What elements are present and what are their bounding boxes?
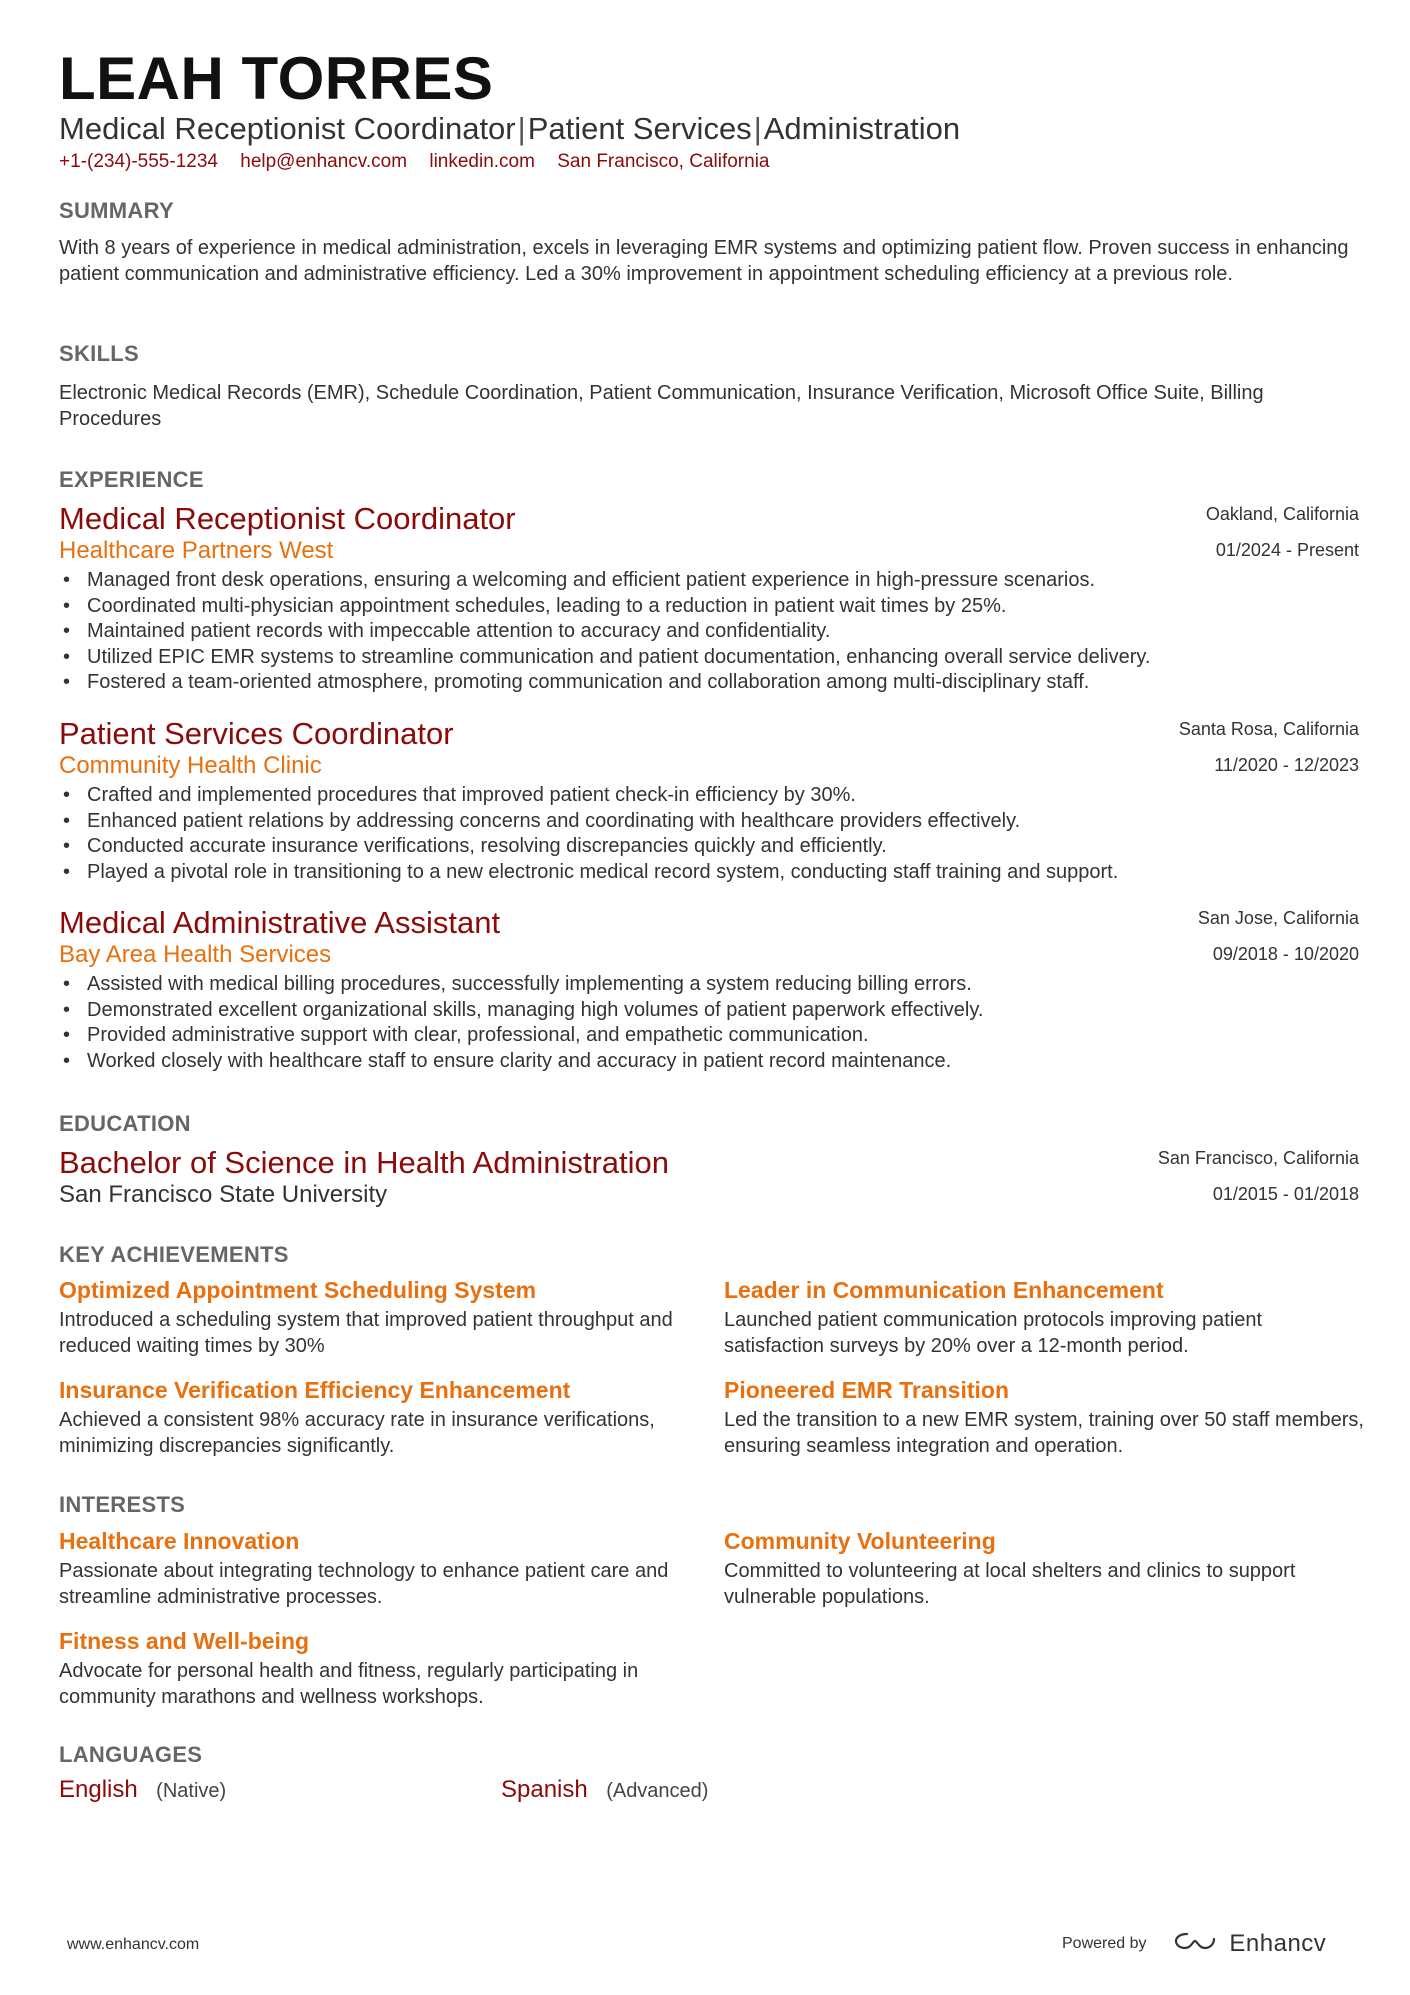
language-item — [59, 1776, 226, 1804]
degree-title: Bachelor of Science in Health Administration — [59, 1145, 669, 1180]
interest-title: Fitness and Well-being — [59, 1628, 310, 1654]
interest-desc: Committed to volunteering at local shelters and clinics to support vulnerable populations. — [724, 1560, 1296, 1608]
job-bullet: • Provided administrative support with clear, professional, and empathetic communication. — [59, 1023, 1359, 1049]
headline — [59, 110, 960, 148]
headline-separator: | — [517, 111, 526, 146]
job-bullet: • Played a pivotal role in transitioning to a new electronic medical record system, conducting staff training and support. — [59, 860, 1359, 886]
achievement-desc: Launched patient communication protocols improving patient satisfaction surveys by 20% over a 12-month period. — [724, 1309, 1263, 1357]
job-bullet: • Managed front desk operations, ensuring a welcoming and efficient patient experience in high-pressure scenarios. — [59, 568, 1359, 594]
achievement-title: Insurance Verification Efficiency Enhancement — [59, 1377, 571, 1403]
job-location: San Jose, California — [1197, 908, 1359, 928]
enhancv-logo-icon — [1173, 1929, 1217, 1958]
experience-entry — [59, 905, 1359, 1074]
contact-phone[interactable]: +1-(234)-555-1234 — [59, 151, 218, 172]
contact-linkedin[interactable]: linkedin.com — [429, 151, 535, 172]
job-company: Bay Area Health Services — [59, 941, 332, 968]
job-title: Medical Receptionist Coordinator — [59, 501, 516, 536]
job-bullet: • Worked closely with healthcare staff to ensure clarity and accuracy in patient record maintenance. — [59, 1049, 1359, 1075]
candidate-name: LEAH TORRES — [59, 45, 494, 112]
brand-name: Enhancv — [1229, 1929, 1327, 1957]
interest-item — [59, 1626, 699, 1710]
school-name: San Francisco State University — [59, 1181, 388, 1208]
job-bullets — [59, 568, 1359, 696]
job-location: Oakland, California — [1205, 504, 1359, 524]
headline-role-2: Patient Services — [527, 111, 752, 146]
experience-heading: EXPERIENCE — [59, 467, 204, 492]
education-heading: EDUCATION — [59, 1111, 191, 1136]
achievement-desc: Achieved a consistent 98% accuracy rate in insurance verifications, minimizing discrepancies significantly. — [59, 1409, 655, 1457]
interest-title: Healthcare Innovation — [59, 1528, 300, 1554]
job-dates: 11/2020 - 12/2023 — [1214, 755, 1359, 775]
achievement-title: Pioneered EMR Transition — [724, 1377, 1009, 1403]
achievement-item — [724, 1375, 1364, 1459]
interests-heading: INTERESTS — [59, 1492, 186, 1517]
job-bullet: • Conducted accurate insurance verifications, resolving discrepancies quickly and efficiently. — [59, 834, 1359, 860]
job-dates: 01/2024 - Present — [1215, 540, 1359, 560]
interest-desc: Advocate for personal health and fitness, regularly participating in community marathons and wellness workshops. — [59, 1660, 639, 1708]
job-bullet: • Fostered a team-oriented atmosphere, promoting communication and collaboration among multi-disciplinary staff. — [59, 670, 1359, 696]
job-company: Community Health Clinic — [59, 752, 322, 779]
education-location: San Francisco, California — [1157, 1148, 1359, 1168]
interest-item — [724, 1526, 1364, 1610]
contact-email[interactable]: help@enhancv.com — [240, 151, 408, 172]
footer-branding[interactable] — [1062, 1929, 1326, 1958]
summary-text: With 8 years of experience in medical administration, excels in leveraging EMR systems and optimizing patient flow. Proven success in enhancing patient communication and administrative efficiency. Led a 30% improvement in appointment scheduling efficiency at a previous role. — [59, 237, 1349, 285]
achievement-title: Optimized Appointment Scheduling System — [59, 1277, 537, 1303]
job-bullet: • Enhanced patient relations by addressing concerns and coordinating with healthcare providers effectively. — [59, 809, 1359, 835]
language-name: Spanish — [501, 1776, 588, 1803]
job-location: Santa Rosa, California — [1178, 719, 1359, 739]
job-bullet: • Assisted with medical billing procedures, successfully implementing a system reducing billing errors. — [59, 972, 1359, 998]
experience-entry — [59, 501, 1359, 696]
job-bullets — [59, 783, 1359, 885]
job-title: Medical Administrative Assistant — [59, 905, 501, 940]
language-level: (Advanced) — [606, 1780, 709, 1802]
languages-heading: LANGUAGES — [59, 1742, 203, 1767]
headline-separator: | — [753, 111, 762, 146]
job-dates: 09/2018 - 10/2020 — [1212, 944, 1359, 964]
job-bullet: • Coordinated multi-physician appointment schedules, leading to a reduction in patient wait times by 25%. — [59, 594, 1359, 620]
job-bullet: • Maintained patient records with impeccable attention to accuracy and confidentiality. — [59, 619, 1359, 645]
achievements-heading: KEY ACHIEVEMENTS — [59, 1242, 289, 1267]
skills-text: Electronic Medical Records (EMR), Schedule Coordination, Patient Communication, Insurance Verification, Microsoft Office Suite, Billing Procedures — [59, 382, 1264, 430]
job-company: Healthcare Partners West — [59, 537, 334, 564]
interest-item — [59, 1526, 699, 1610]
skills-heading: SKILLS — [59, 341, 140, 366]
summary-heading: SUMMARY — [59, 198, 174, 223]
headline-role-1: Medical Receptionist Coordinator — [59, 111, 516, 146]
powered-by-label: Powered by — [1062, 1934, 1147, 1952]
experience-entry — [59, 716, 1359, 885]
achievement-item — [59, 1375, 699, 1459]
footer-website[interactable]: www.enhancv.com — [67, 1936, 200, 1953]
job-bullets — [59, 972, 1359, 1074]
job-title: Patient Services Coordinator — [59, 716, 454, 751]
language-name: English — [59, 1776, 138, 1803]
achievement-item — [724, 1275, 1364, 1359]
achievement-title: Leader in Communication Enhancement — [724, 1277, 1164, 1303]
headline-role-3: Administration — [763, 111, 961, 146]
achievement-desc: Introduced a scheduling system that improved patient throughput and reduced waiting times by 30% — [59, 1309, 673, 1357]
interest-title: Community Volunteering — [724, 1528, 996, 1554]
job-bullet: • Crafted and implemented procedures that improved patient check-in efficiency by 30%. — [59, 783, 1359, 809]
contact-line — [59, 150, 787, 174]
interest-desc: Passionate about integrating technology to enhance patient care and streamline administrative processes. — [59, 1560, 669, 1608]
language-level: (Native) — [156, 1780, 227, 1802]
job-bullet: • Utilized EPIC EMR systems to streamline communication and patient documentation, enhancing overall service delivery. — [59, 645, 1359, 671]
achievement-item — [59, 1275, 699, 1359]
job-bullet: • Demonstrated excellent organizational skills, managing high volumes of patient paperwork effectively. — [59, 998, 1359, 1024]
achievement-desc: Led the transition to a new EMR system, training over 50 staff members, ensuring seamless integration and operation. — [724, 1409, 1364, 1457]
education-dates: 01/2015 - 01/2018 — [1212, 1184, 1359, 1204]
contact-location: San Francisco, California — [557, 151, 770, 172]
language-item — [501, 1776, 708, 1804]
education-entry — [59, 1145, 1359, 1210]
